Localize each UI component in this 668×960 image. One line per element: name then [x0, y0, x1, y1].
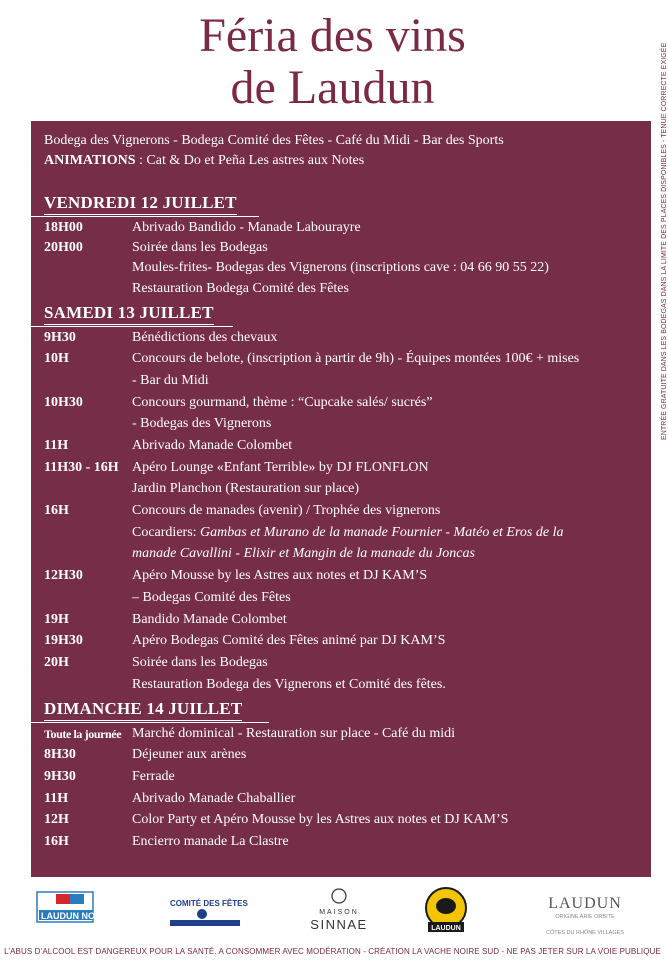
event: Encierro manade La Clastre — [132, 834, 289, 849]
event: Apéro Mousse by les Astres aux notes et DJ KAM’S — [132, 568, 428, 583]
event: Marché dominical - Restauration sur place - Café du midi — [132, 726, 456, 741]
event: Bandido Manade Colombet — [132, 612, 287, 627]
event: Apéro Lounge «Enfant Terrible» by DJ FLONFLON — [132, 460, 429, 475]
laudun-wine-logo — [530, 892, 640, 948]
event: Apéro Bodegas Comité des Fêtes animé par DJ KAM’S — [132, 633, 446, 648]
time: 9H30 — [44, 330, 76, 345]
title-line-1: Féria des vins — [199, 9, 466, 62]
event: Ferrade — [132, 769, 175, 784]
laudun-noire-logo — [36, 890, 110, 946]
event — [132, 524, 563, 542]
time: 18H00 — [44, 220, 83, 235]
event-plain: Cocardiers: — [132, 525, 201, 540]
laudun-badge-text: LAUDUN — [431, 925, 461, 932]
footer-disclaimer: L’ABUS D’ALCOOL EST DANGEREUX POUR LA SANTÉ. A CONSOMMER AVEC MODÉRATION - CRÉATION LA VACHE NOIRE SUD - NE PAS JETER SUR LA VOIE PUBLIQUE — [4, 947, 661, 956]
day-underline-saturday — [31, 326, 233, 327]
day-underline-friday — [31, 216, 259, 217]
animations-line — [44, 151, 504, 171]
event: - Bodegas des Vignerons — [132, 416, 272, 431]
animations-text: : Cat & Do et Peña Les astres aux Notes — [135, 153, 365, 168]
event: Restauration Bodega Comité des Fêtes — [132, 281, 349, 296]
time: 10H30 — [44, 395, 83, 410]
event: Color Party et Apéro Mousse by les Astres aux notes et DJ KAM’S — [132, 812, 509, 827]
time: 11H — [44, 438, 69, 453]
time: 19H — [44, 612, 69, 627]
event: Moules-frites- Bodegas des Vignerons (inscriptions cave : 04 66 90 55 22) — [132, 260, 549, 275]
time: 20H00 — [44, 240, 83, 255]
time: 20H — [44, 655, 69, 670]
event: Abrivado Bandido - Manade Labourayre — [132, 220, 361, 235]
event: Abrivado Manade Colombet — [132, 438, 293, 453]
page-title — [0, 10, 665, 114]
event: - Bar du Midi — [132, 373, 209, 388]
bodegas-list: Bodega des Vignerons - Bodega Comité des Fêtes - Café du Midi - Bar des Sports — [44, 133, 504, 148]
sponsor-logos — [0, 880, 665, 940]
time: 11H — [44, 791, 69, 806]
day-heading-sunday: DIMANCHE 14 JUILLET — [44, 699, 242, 721]
maison-text: MAISON — [319, 909, 359, 916]
event: Bénédictions des chevaux — [132, 330, 278, 345]
comite-des-fetes-logo — [162, 894, 246, 950]
time: 16H — [44, 503, 69, 518]
event: – Bodegas Comité des Fêtes — [132, 590, 291, 605]
entry-note: ENTRÉE GRATUITE DANS LES BODEGAS DANS LA LIMITE DES PLACES DISPONIBLES - TENUE CORRECTE EXIGÉE — [661, 42, 668, 440]
day-heading-friday: VENDREDI 12 JUILLET — [44, 193, 237, 215]
time: 12H30 — [44, 568, 83, 583]
sinnae-text: SINNAE — [310, 917, 368, 932]
intro-block — [44, 131, 504, 171]
event: Jardin Planchon (Restauration sur place) — [132, 481, 360, 496]
event: Abrivado Manade Chaballier — [132, 791, 296, 806]
event-italic: Gambas et Murano de la manade Fournier - Matéo et Eros de la — [200, 525, 564, 540]
event: Déjeuner aux arènes — [132, 747, 247, 762]
laudun-noire-text: LAUDUN NOIRE — [41, 911, 110, 921]
maison-sinnae-logo — [302, 884, 376, 940]
laudun-wine-sub2: CÔTES DU RHÔNE VILLAGES — [546, 930, 624, 936]
time: 9H30 — [44, 769, 76, 784]
animations-label: ANIMATIONS — [44, 153, 136, 168]
time: 10H — [44, 351, 69, 366]
time: 16H — [44, 834, 69, 849]
time: 19H30 — [44, 633, 83, 648]
time: 11H30 - 16H — [44, 460, 119, 475]
laudun-wine-sub: ORIGINE ARIE ORBITE — [555, 914, 615, 920]
time: Toute la journée — [44, 727, 122, 741]
day-underline-sunday — [31, 722, 269, 723]
title-line-2: de Laudun — [230, 61, 435, 114]
laudun-wine-text: LAUDUN — [548, 895, 622, 912]
event — [132, 545, 475, 563]
event: Concours de belote, (inscription à partir de 9h) - Équipes montées 100€ + mises — [132, 351, 580, 366]
comite-text: COMITÉ DES FÊTES — [170, 899, 248, 908]
event-italic: manade Cavallini - Elixir et Mangin de la manade du Joncas — [132, 546, 475, 561]
time: 12H — [44, 812, 69, 827]
event: Soirée dans les Bodegas — [132, 655, 268, 670]
laudun-badge-logo — [423, 884, 469, 940]
time: 8H30 — [44, 747, 76, 762]
event: Concours gourmand, thème : “Cupcake salés/ sucrés” — [132, 395, 433, 410]
day-heading-saturday: SAMEDI 13 JUILLET — [44, 303, 214, 325]
event: Soirée dans les Bodegas — [132, 240, 268, 255]
event: Concours de manades (avenir) / Trophée des vignerons — [132, 503, 441, 518]
event: Restauration Bodega des Vignerons et Comité des fêtes. — [132, 677, 446, 692]
